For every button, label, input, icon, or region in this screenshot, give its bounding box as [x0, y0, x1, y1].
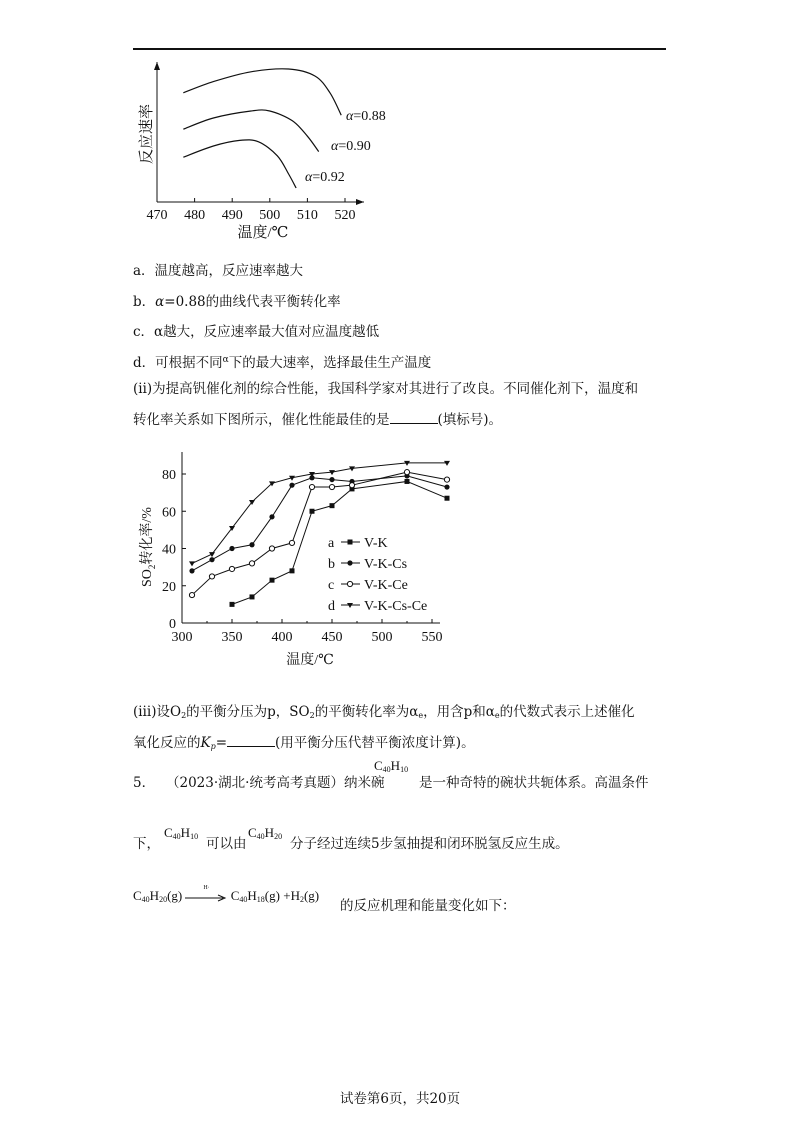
marker-circle-open — [329, 484, 334, 489]
chart1-x-tick-label: 520 — [334, 208, 356, 223]
chart2-xlabel: 温度/℃ — [286, 653, 334, 668]
marker-circle-open — [269, 546, 274, 551]
question-5-text2: 可以由 — [206, 836, 247, 852]
legend-name-a: V-K — [364, 536, 388, 551]
marker-circle-filled — [189, 568, 194, 573]
marker-circle-filled — [229, 546, 234, 551]
chart2-series-line-a — [232, 481, 447, 604]
marker-circle-open — [404, 470, 409, 475]
reaction-tail-text: 的反应机理和能量变化如下： — [340, 898, 516, 914]
marker-circle-open — [289, 540, 294, 545]
curve-label-090: α=0.90 — [331, 139, 371, 154]
chart2-series-line-b — [192, 476, 447, 571]
marker-circle-filled — [249, 542, 254, 547]
question-ii-line2: 转化率关系如下图所示，催化性能最佳的是 (填标号)。 — [133, 412, 503, 428]
formula-c40h10-a: $C_{40}H_{10}$ — [374, 758, 409, 774]
chart1-xlabel: 温度/℃ — [237, 225, 289, 241]
marker-square — [330, 503, 335, 508]
legend-letter-b: b — [328, 557, 335, 572]
question-iii-line1: (ⅲ)设$O_2$的平衡分压为p，$SO_2$的平衡转化率为$\alpha_e$，用含p和$\alpha_e$的代数式表示上述催化 — [133, 704, 635, 720]
reaction-arrow: H· — [185, 891, 227, 903]
chart1-x-tick-label: 480 — [184, 208, 206, 223]
chart1-ylabel: 反应速率 — [139, 103, 155, 165]
question-5-source: （2023·湖北·统考高考真题）纳米碗 — [166, 775, 385, 791]
marker-circle-open — [229, 566, 234, 571]
marker-circle-filled — [209, 557, 214, 562]
marker-square — [270, 578, 275, 583]
marker-circle-filled — [269, 514, 274, 519]
marker-square — [445, 496, 450, 501]
marker-circle-open — [209, 574, 214, 579]
chart2-x-tick-label: 300 — [171, 630, 193, 645]
question-5-line2-prefix: 下， — [133, 836, 160, 852]
option-b: b．α=0.88的曲线代表平衡转化率 — [133, 294, 341, 310]
chart2-y-tick-label: 80 — [162, 468, 176, 483]
question-ii-line1: (ⅱ)为提高钒催化剂的综合性能，我国科学家对其进行了改良。不同催化剂下，温度和 — [133, 381, 639, 397]
chart2-x-tick-label: 450 — [321, 630, 343, 645]
marker-circle-open — [347, 581, 352, 586]
chart2-series-line-c — [192, 472, 447, 595]
chart2-x-tick-label: 500 — [371, 630, 393, 645]
marker-circle-filled — [444, 484, 449, 489]
legend-name-d: V-K-Cs-Ce — [364, 599, 428, 614]
chart1-x-tick-label: 510 — [296, 208, 318, 223]
marker-square — [230, 602, 235, 607]
marker-triangle-down — [189, 561, 195, 566]
chart2-y-tick-label: 40 — [162, 542, 176, 558]
marker-circle-filled — [329, 477, 334, 482]
legend-name-b: V-K-Cs — [364, 557, 408, 572]
chart2-x-tick-label: 400 — [271, 630, 293, 645]
marker-circle-open — [309, 484, 314, 489]
marker-square — [250, 594, 255, 599]
chart2-y-tick-label: 20 — [162, 579, 176, 595]
marker-circle-open — [189, 592, 194, 597]
formula-c40h20: $C_{40}H_{20}$ — [248, 825, 283, 841]
question-iii-line2: 氧化反应的$K_p=$ (用平衡分压代替平衡浓度计算)。 — [133, 735, 475, 751]
marker-square — [310, 509, 315, 514]
option-c: c．α越大，反应速率最大值对应温度越低 — [133, 324, 380, 340]
marker-circle-open — [444, 477, 449, 482]
option-d: d．可根据不同$^\alpha$下的最大速率，选择最佳生产温度 — [133, 355, 432, 371]
marker-square — [348, 540, 353, 545]
chart2-ylabel: $SO_2$转化率/% — [140, 507, 157, 587]
marker-square — [405, 479, 410, 484]
chart1-x-tick-label: 470 — [146, 208, 168, 223]
curve-label-088: α=0.88 — [346, 109, 386, 124]
legend-letter-d: d — [328, 599, 335, 614]
chart2-y-tick-label: 0 — [169, 617, 176, 632]
chart2-y-tick-label: 60 — [162, 505, 176, 521]
marker-circle-open — [349, 483, 354, 488]
page-footer: 试卷第6页，共20页 — [339, 1091, 461, 1107]
chart1-x-tick-label: 500 — [259, 208, 281, 223]
formula-c40h10-b: $C_{40}H_{10}$ — [164, 825, 199, 841]
legend-letter-c: c — [328, 578, 335, 593]
legend-name-c: V-K-Ce — [364, 578, 408, 593]
marker-circle-open — [249, 561, 254, 566]
reaction-equation: $C_{40}H_{20}(g)$ H· $C_{40}H_{18}(g) +H_2(g)$ — [133, 885, 320, 904]
marker-circle-filled — [289, 483, 294, 488]
option-a: a．温度越高，反应速率越大 — [133, 263, 304, 279]
marker-square — [290, 568, 295, 573]
chart2-x-tick-label: 350 — [221, 630, 243, 645]
question-5-text3: 分子经过连续5步氢抽提和闭环脱氢反应生成。 — [290, 836, 569, 852]
legend-letter-a: a — [328, 536, 335, 551]
question-5-number: 5． — [133, 775, 156, 791]
marker-circle-filled — [347, 560, 352, 565]
chart2-x-tick-label: 550 — [421, 630, 443, 645]
curve-label-092: α=0.92 — [305, 170, 345, 185]
question-5-text1: 是一种奇特的碗状共轭体系。高温条件 — [419, 775, 649, 791]
chart1-x-tick-label: 490 — [221, 208, 243, 223]
